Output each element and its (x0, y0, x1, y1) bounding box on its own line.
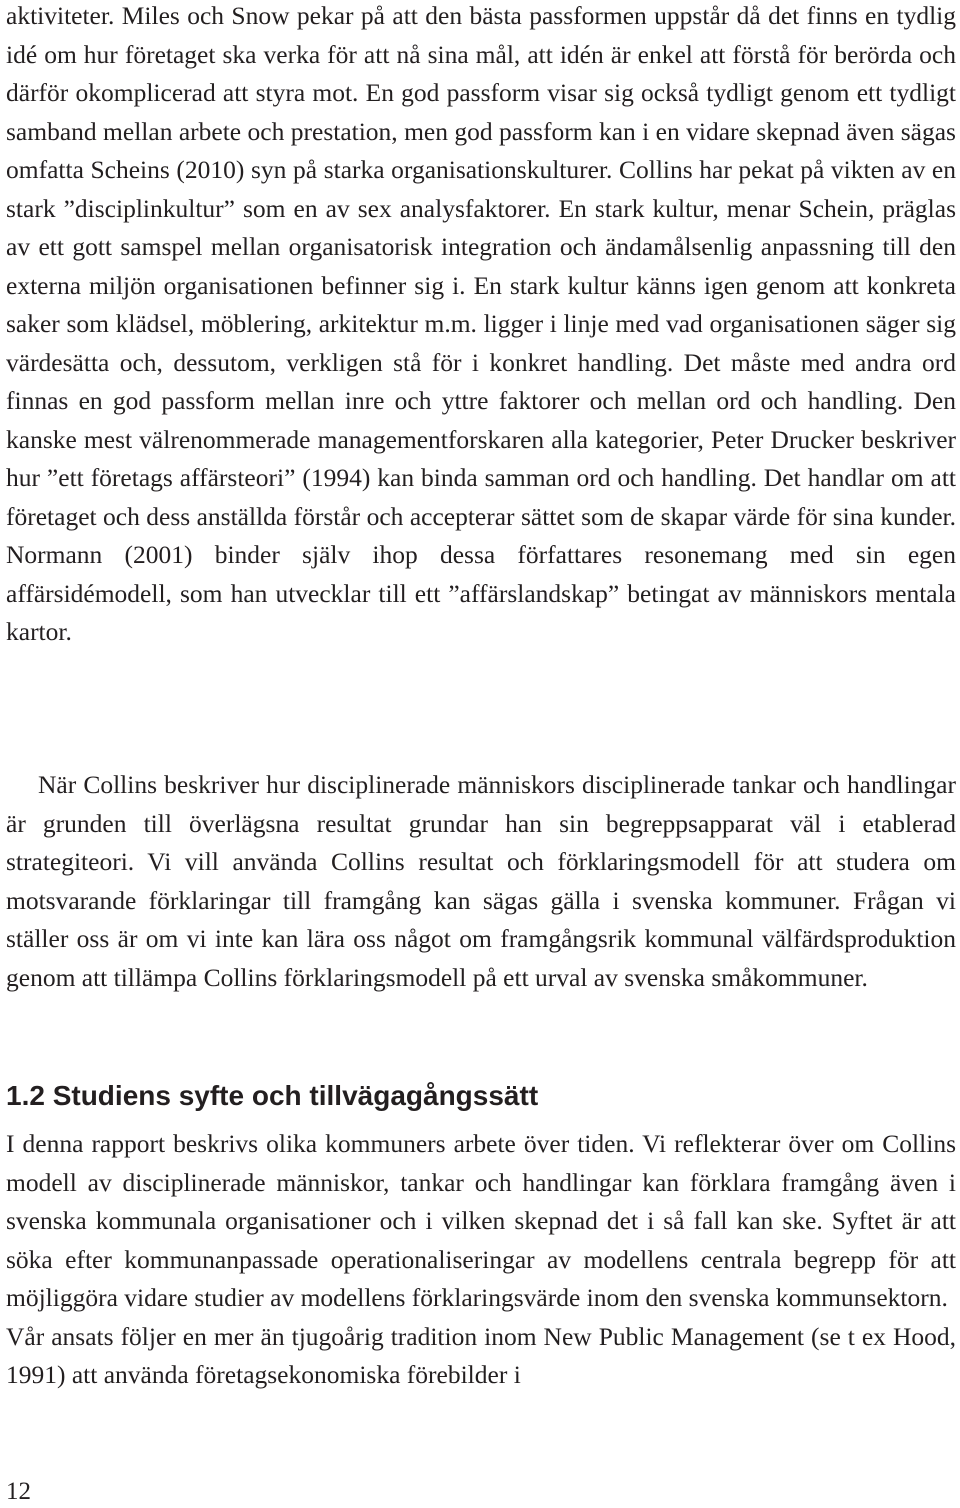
section-heading: 1.2 Studiens syfte och tillvägagångssätt (6, 1080, 539, 1111)
body-paragraph: aktiviteter. Miles och Snow pekar på att den bästa passformen uppstår då det finns en tydlig idé om hur företaget ska verka för att nå sina mål, att idén är enkel att förstå för berörda och därför okomplicerad att styra mot. En god passform visar sig också tydligt genom ett tydligt samband mellan arbete och prestation, men god passform kan i en vidare skepnad även sägas omfatta Scheins (2010) syn på starka organisationskulturer. Collins har pekat på vikten av en stark ”disciplinkultur” som en av sex analysfaktorer. En stark kultur, menar Schein, präglas av ett gott samspel mellan organisatorisk integration och ändamålsenlig anpassning till den externa miljön organisationen befinner sig i. En stark kultur känns igen genom att konkreta saker som klädsel, möblering, arkitektur m.m. ligger i linje med vad organisationen säger sig värdesätta och, dessutom, verkligen stå för i konkret handling. Det måste med andra ord finnas en god passform mellan inre och yttre faktorer och mellan ord och handling. Den kanske mest välrenommerade managementforskaren alla kategorier, Peter Drucker beskriver hur ”ett företags affärsteori” (1994) kan binda samman ord och handling. Det handlar om att företaget och dess anställda förstår och accepterar sättet som de skapar värde för sina kunder. Normann (2001) binder själv ihop dessa författares resonemang med sin egen affärsidémodell, som han utvecklar till ett ”affärslandskap” betingat av människors mentala kartor. (6, 1, 956, 646)
page-number: 12 (6, 1478, 31, 1505)
body-paragraph: När Collins beskriver hur disciplinerade människors disciplinerade tankar och handlingar är grunden till överlägsna resultat grundar han sin begreppsapparat väl i etablerad strategiteori. Vi vill använda Collins resultat och förklaringsmodell för att studera om motsvarande förklaringar till framgång kan sägas gälla i svenska kommuner. Frågan vi ställer oss är om vi inte kan lära oss något om framgångsrik kommunal välfärdsproduktion genom att tillämpa Collins förklaringsmodell på ett urval av svenska småkommuner. (6, 770, 956, 992)
body-text-block (6, 0, 956, 652)
body-text-block (6, 766, 956, 997)
section-text-block (6, 1125, 956, 1395)
section-paragraph: I denna rapport beskrivs olika kommuners arbete över tiden. Vi reflekterar över om Collins modell av disciplinerade människor, tankar och handlingar kan förklara framgång även i svenska kommunala organisationer och i vilken skepnad det i så fall kan ske. Syftet är att söka efter kommunanpassade operationaliseringar av modellens centrala begrepp för att möjliggöra vidare studier av modellens förklaringsvärde inom den svenska kommunsektorn. (6, 1129, 956, 1312)
section-paragraph: Vår ansats följer en mer än tjugoårig tradition inom New Public Management (se t ex Hood, 1991) att använda företagsekonomiska förebilder i (6, 1321, 956, 1389)
